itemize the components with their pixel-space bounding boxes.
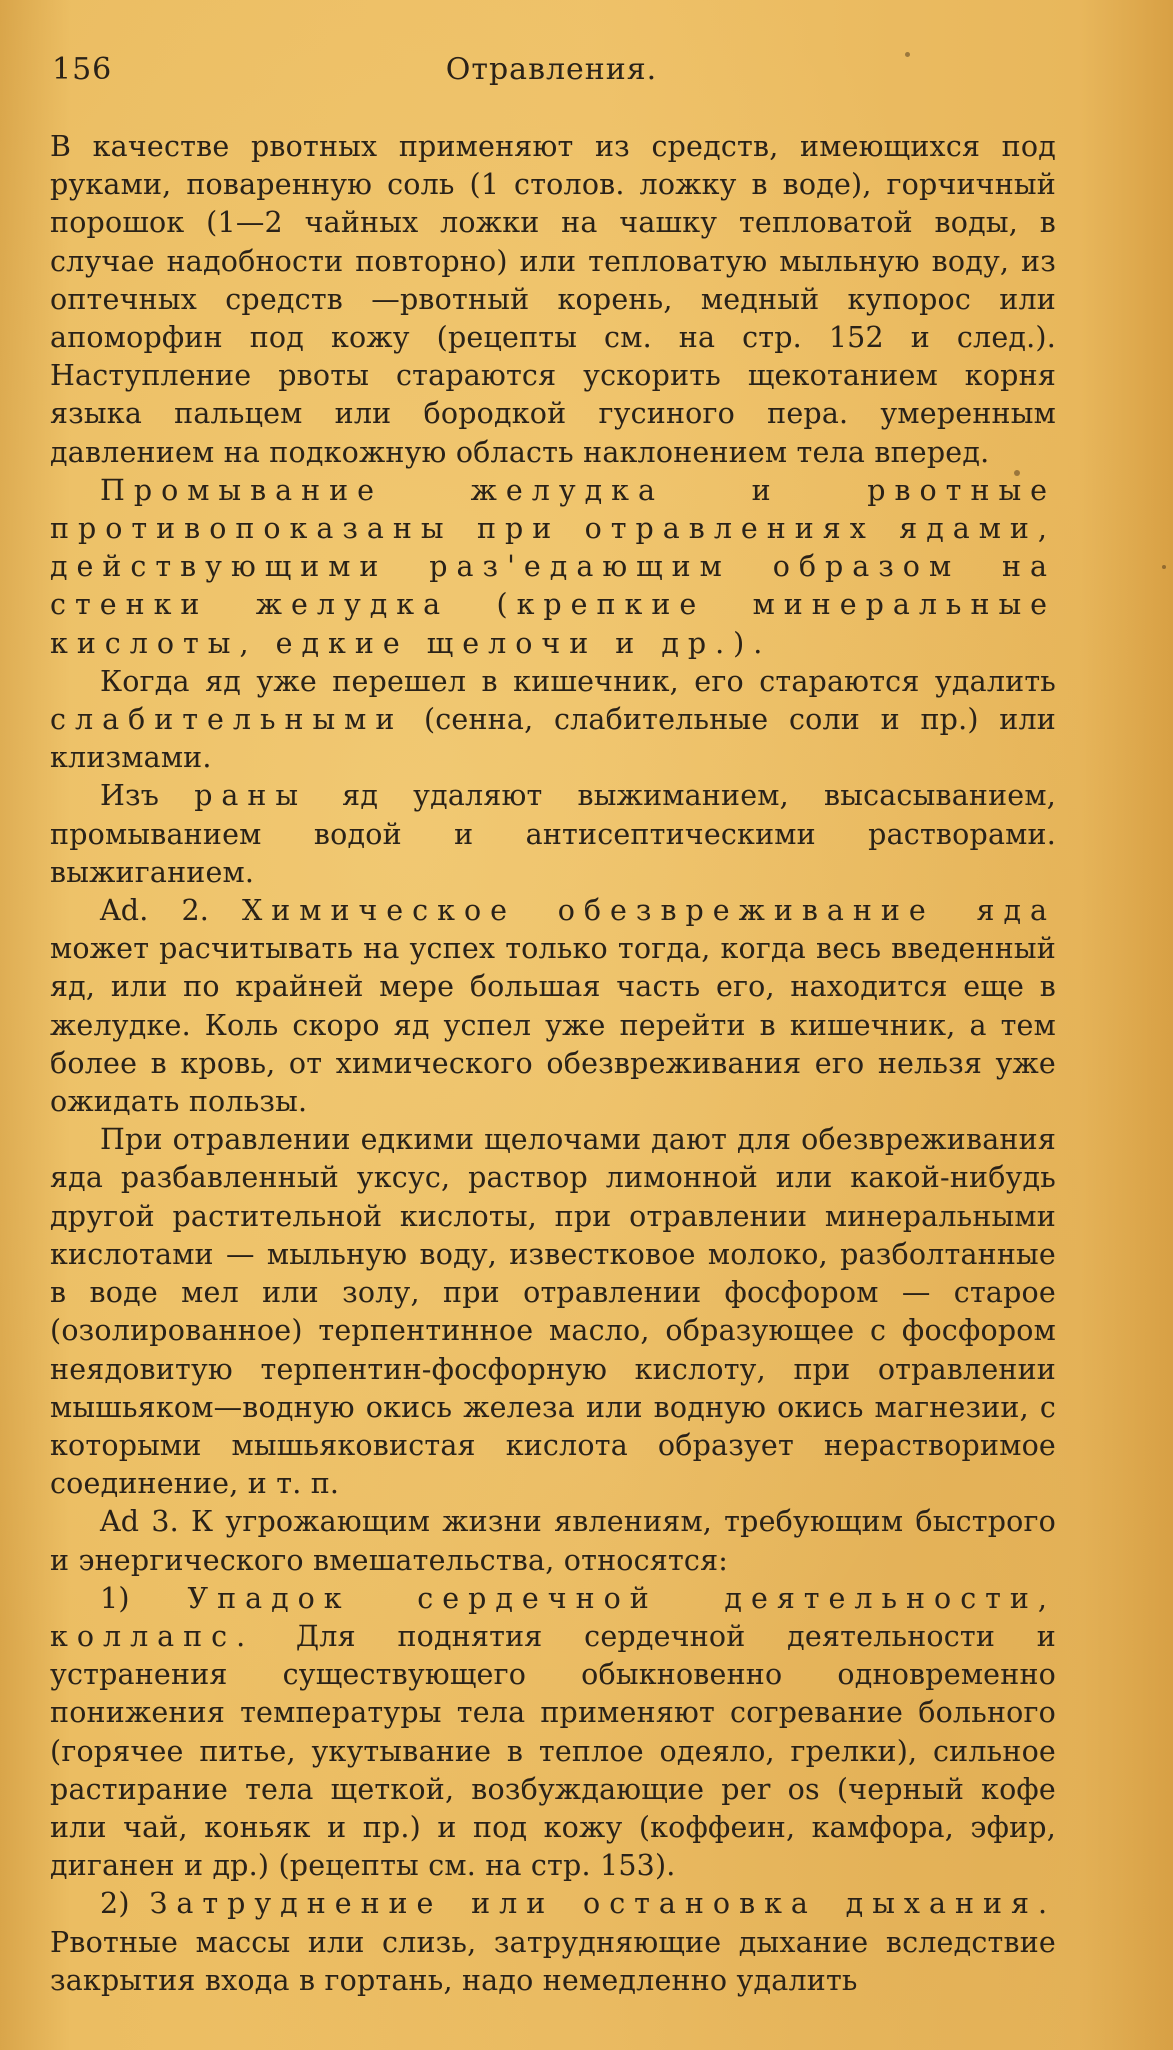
paragraph-breathing [50,1885,1056,2000]
paragraph-laxatives [50,663,1056,778]
emphasis-collapse: Упадок сердечной деятельности, коллапс. [50,1581,1056,1653]
paragraph-laxatives-text-2: (сенна, слабительные соли и пр.) или клизмами. [50,703,1056,775]
page-body [50,128,1056,2000]
paragraph-contraindications: Промывание желудка и рвотные противопоказаны при отравлениях ядами, действующими раз'едающим образом на стенки желудка (крепкие минеральные кислоты, едкие щелочи и др.). [50,473,1056,660]
section-marker-ad2: Ad. 2. [100,894,210,928]
paragraph-wound [50,777,1056,892]
emphasis-breathing: Затруднение или остановка дыхания. [149,1887,1056,1921]
paragraph-threatening-symptoms: Ad 3. К угрожающим жизни явлениям, требующим быстрого и энергического вмешательства, относятся: [50,1505,1056,1577]
paragraph-antidotes: При отравлении едкими щелочами дают для обезвреживания яда разбавленный уксус, раствор лимонной или какой-нибудь другой растительной кислоты, при отравлении минеральными кислотами — мыльную воду, известковое молоко, разболтанные в воде мел или золу, при отравлении фосфором — старое (озолированное) терпентинное масло, образующее с фосфором неядовитую терпентин-фосфорную кислоту, при отравлении мышьяком—водную окись железа или водную окись магнезии, с которыми мышьяковистая кислота образует нерастворимое соединение, и т. п. [50,1123,1056,1501]
paragraph-chemical-neutralization [50,892,1056,1121]
paragraph-chemical-neutralization-text: может расчитывать на успех только тогда, когда весь введенный яд, или по крайней мере большая часть его, находится еще в желудке. Коль скоро яд успел уже перейти в кишечник, а тем более в кровь, от химического обезвреживания его нельзя уже ожидать пользы. [50,932,1056,1119]
paper-speck [1014,470,1020,476]
paper-speck [905,52,910,57]
page-number: 156 [52,52,113,87]
paper-speck [1162,565,1166,569]
list-marker-2: 2) [100,1887,130,1921]
emphasis-chemical-neutralization: Химическое обезвреживание яда [242,894,1056,928]
list-marker-1: 1) [100,1581,130,1615]
paragraph-collapse [50,1580,1056,1886]
emphasis-wound: раны [194,779,308,813]
paragraph-wound-text-1: Изъ [100,779,160,813]
paragraph-emetics: В качестве рвотных применяют из средств, имеющихся под руками, поваренную соль (1 столов. ложку в воде), горчичный порошок (1—2 чайных ложки на чашку тепловатой воды, в случае надобности повторно) или тепловатую мыльную воду, из оптечных средств —рвотный корень, медный купорос или апоморфин под кожу (рецепты см. на стр. 152 и след.). Наступление рвоты стараются ускорить щекотанием корня языка пальцем или бородкой гусиного пера. умеренным давлением на подкожную область наклонением тела вперед. [50,130,1056,469]
emphasis-laxatives: слабительными [50,703,404,737]
page-header [52,52,1051,96]
paragraph-breathing-text: Рвотные массы или слизь, затрудняющие дыхание вследствие закрытия входа в гортань, надо немедленно удалить [50,1925,1056,1997]
paragraph-wound-text-2: яд удаляют выжиманием, высасыванием, промыванием водой и антисептическими растворами. выжиганием. [50,779,1057,889]
paragraph-laxatives-text-1: Когда яд уже перешел в кишечник, его стараются удалить [100,664,1056,698]
paragraph-collapse-text: Для поднятия сердечной деятельности и устранения существующего обыкновенно одновременно понижения температуры тела применяют согревание больного (горячее питье, укутывание в теплое одеяло, грелки), сильное растирание тела щеткой, возбуждающие per os (черный кофе или чай, коньяк и пр.) и под кожу (коффеин, камфора, эфир, диганен и др.) (рецепты см. на стр. 153). [50,1619,1056,1883]
running-title: Отравления. [445,52,658,87]
